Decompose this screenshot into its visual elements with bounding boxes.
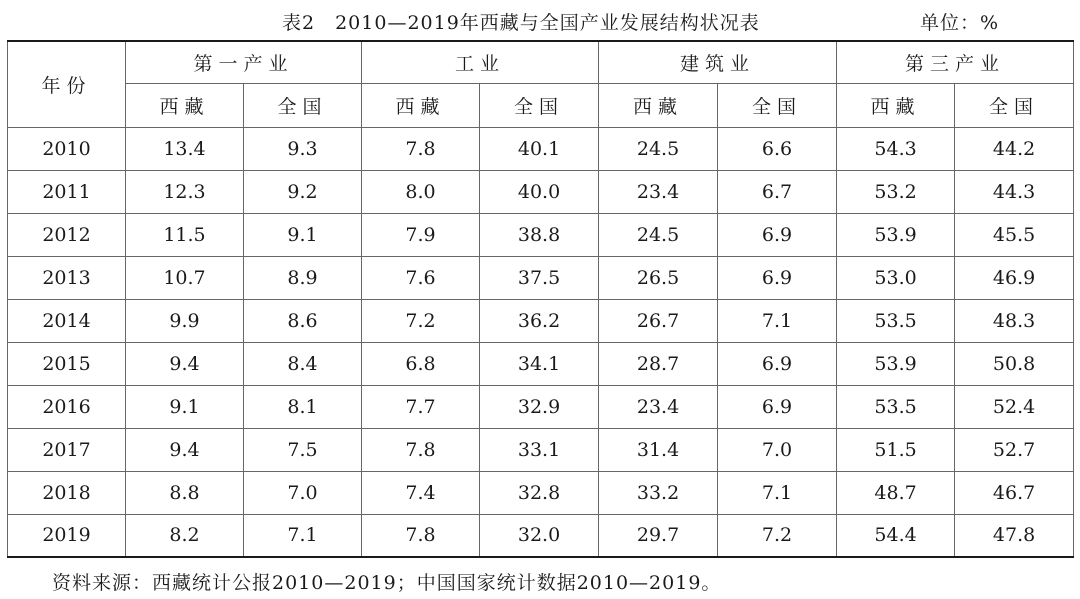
year-cell: 2015 [8, 342, 126, 385]
value-cell: 48.3 [955, 299, 1074, 342]
value-cell: 7.1 [718, 299, 837, 342]
value-cell: 33.2 [599, 471, 718, 514]
value-cell: 34.1 [480, 342, 599, 385]
sub-header: 全国 [480, 83, 599, 127]
value-cell: 24.5 [599, 127, 718, 170]
value-cell: 9.9 [126, 299, 244, 342]
value-cell: 9.3 [244, 127, 362, 170]
value-cell: 52.7 [955, 428, 1074, 471]
sub-header: 西藏 [362, 83, 480, 127]
table-row [8, 385, 1074, 428]
industry-structure-table [7, 40, 1074, 558]
year-cell: 2012 [8, 213, 126, 256]
value-cell: 52.4 [955, 385, 1074, 428]
group-header-industry: 工业 [362, 41, 599, 83]
table-row [8, 471, 1074, 514]
value-cell: 6.6 [718, 127, 837, 170]
value-cell: 7.2 [362, 299, 480, 342]
unit-label: 单位：% [920, 12, 1000, 34]
value-cell: 48.7 [837, 471, 955, 514]
year-cell: 2011 [8, 170, 126, 213]
value-cell: 8.2 [126, 514, 244, 557]
value-cell: 6.7 [718, 170, 837, 213]
value-cell: 53.9 [837, 342, 955, 385]
value-cell: 38.8 [480, 213, 599, 256]
group-header-tertiary: 第三产业 [837, 41, 1074, 83]
year-column-header: 年份 [8, 41, 126, 127]
year-cell: 2016 [8, 385, 126, 428]
sub-header: 西藏 [599, 83, 718, 127]
value-cell: 6.9 [718, 385, 837, 428]
year-cell: 2018 [8, 471, 126, 514]
table-row [8, 127, 1074, 170]
value-cell: 7.9 [362, 213, 480, 256]
value-cell: 36.2 [480, 299, 599, 342]
value-cell: 8.8 [126, 471, 244, 514]
value-cell: 7.8 [362, 127, 480, 170]
value-cell: 47.8 [955, 514, 1074, 557]
value-cell: 6.9 [718, 342, 837, 385]
year-cell: 2019 [8, 514, 126, 557]
value-cell: 23.4 [599, 170, 718, 213]
year-cell: 2013 [8, 256, 126, 299]
table-caption [0, 6, 1080, 36]
value-cell: 53.9 [837, 213, 955, 256]
value-cell: 7.4 [362, 471, 480, 514]
sub-header: 全国 [244, 83, 362, 127]
value-cell: 32.0 [480, 514, 599, 557]
value-cell: 6.9 [718, 256, 837, 299]
value-cell: 7.0 [718, 428, 837, 471]
value-cell: 23.4 [599, 385, 718, 428]
value-cell: 11.5 [126, 213, 244, 256]
value-cell: 7.1 [244, 514, 362, 557]
value-cell: 32.8 [480, 471, 599, 514]
year-cell: 2014 [8, 299, 126, 342]
value-cell: 6.8 [362, 342, 480, 385]
value-cell: 12.3 [126, 170, 244, 213]
value-cell: 6.9 [718, 213, 837, 256]
value-cell: 26.7 [599, 299, 718, 342]
group-header-primary: 第一产业 [126, 41, 362, 83]
value-cell: 54.3 [837, 127, 955, 170]
value-cell: 50.8 [955, 342, 1074, 385]
value-cell: 28.7 [599, 342, 718, 385]
group-header-row [8, 41, 1074, 83]
table-row [8, 428, 1074, 471]
table-title: 表2 2010—2019年西藏与全国产业发展结构状况表 [282, 12, 760, 34]
value-cell: 26.5 [599, 256, 718, 299]
sub-header-row [8, 83, 1074, 127]
value-cell: 33.1 [480, 428, 599, 471]
value-cell: 32.9 [480, 385, 599, 428]
value-cell: 40.1 [480, 127, 599, 170]
value-cell: 8.9 [244, 256, 362, 299]
value-cell: 9.1 [244, 213, 362, 256]
value-cell: 7.8 [362, 428, 480, 471]
value-cell: 53.2 [837, 170, 955, 213]
value-cell: 51.5 [837, 428, 955, 471]
value-cell: 10.7 [126, 256, 244, 299]
value-cell: 7.2 [718, 514, 837, 557]
value-cell: 29.7 [599, 514, 718, 557]
source-footnote: 资料来源：西藏统计公报2010—2019；中国国家统计数据2010—2019。 [52, 572, 722, 594]
group-header-construction: 建筑业 [599, 41, 837, 83]
value-cell: 37.5 [480, 256, 599, 299]
value-cell: 31.4 [599, 428, 718, 471]
sub-header: 西藏 [837, 83, 955, 127]
value-cell: 9.4 [126, 342, 244, 385]
table-row [8, 514, 1074, 557]
year-cell: 2017 [8, 428, 126, 471]
value-cell: 24.5 [599, 213, 718, 256]
value-cell: 8.0 [362, 170, 480, 213]
value-cell: 40.0 [480, 170, 599, 213]
value-cell: 53.5 [837, 385, 955, 428]
table-row [8, 342, 1074, 385]
value-cell: 46.9 [955, 256, 1074, 299]
value-cell: 8.1 [244, 385, 362, 428]
value-cell: 54.4 [837, 514, 955, 557]
value-cell: 45.5 [955, 213, 1074, 256]
value-cell: 8.6 [244, 299, 362, 342]
sub-header: 西藏 [126, 83, 244, 127]
value-cell: 8.4 [244, 342, 362, 385]
value-cell: 46.7 [955, 471, 1074, 514]
sub-header: 全国 [718, 83, 837, 127]
sub-header: 全国 [955, 83, 1074, 127]
table-row [8, 213, 1074, 256]
value-cell: 7.8 [362, 514, 480, 557]
value-cell: 7.1 [718, 471, 837, 514]
value-cell: 9.4 [126, 428, 244, 471]
value-cell: 53.0 [837, 256, 955, 299]
table-row [8, 170, 1074, 213]
value-cell: 53.5 [837, 299, 955, 342]
table-row [8, 256, 1074, 299]
table-row [8, 299, 1074, 342]
value-cell: 7.6 [362, 256, 480, 299]
value-cell: 44.3 [955, 170, 1074, 213]
value-cell: 44.2 [955, 127, 1074, 170]
value-cell: 9.1 [126, 385, 244, 428]
value-cell: 7.7 [362, 385, 480, 428]
value-cell: 7.5 [244, 428, 362, 471]
value-cell: 9.2 [244, 170, 362, 213]
year-cell: 2010 [8, 127, 126, 170]
value-cell: 7.0 [244, 471, 362, 514]
value-cell: 13.4 [126, 127, 244, 170]
